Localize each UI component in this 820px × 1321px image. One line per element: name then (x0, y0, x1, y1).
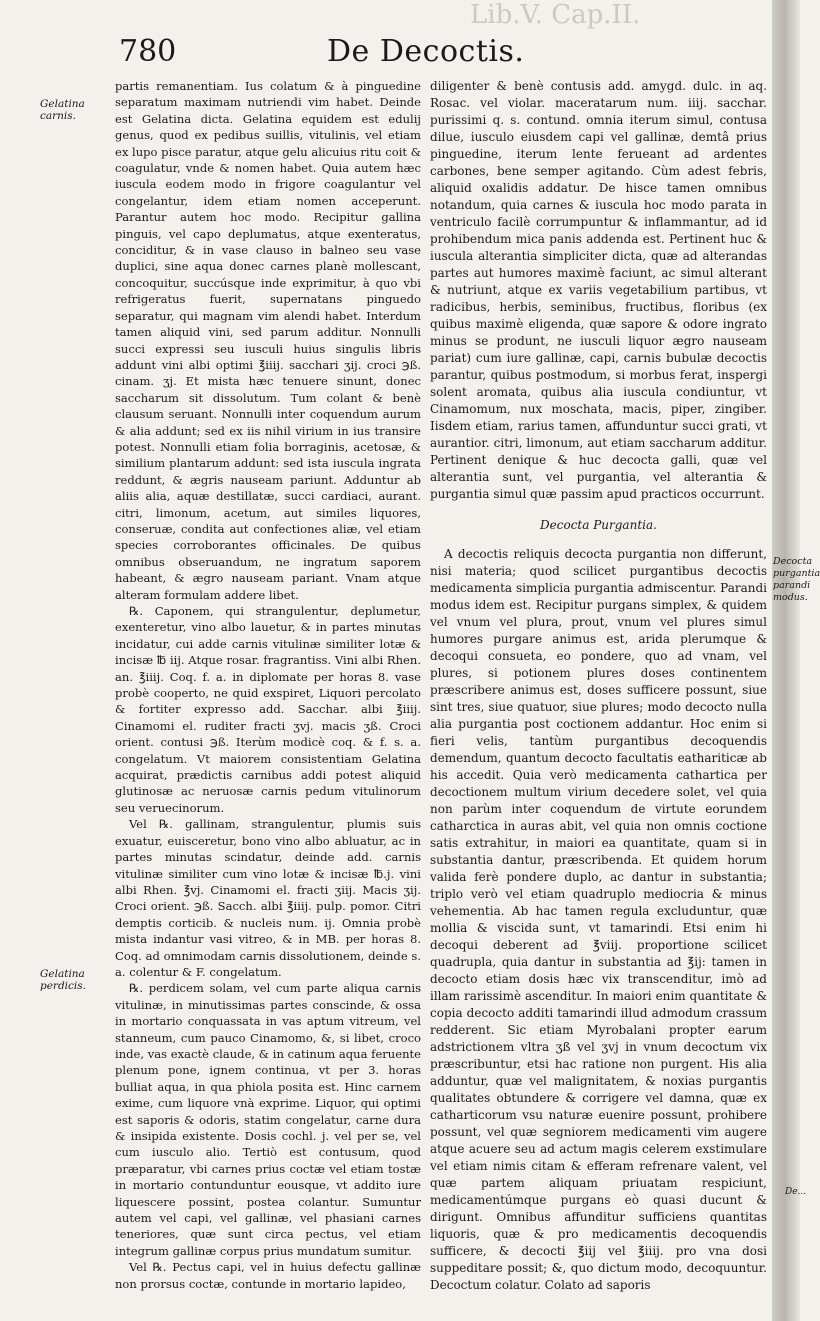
paragraph: A decoctis reliquis decocta purgantia non differunt, nisi materia; quod scilicet purgantibus decoctis medicamenta simplicia purgantia admiscentur. Parandi modus idem est. Recipitur purgans simplex, & quidem vel vnum vel plura, prout, vnum vel plures simul humores purgare animus est, arida plerumque & decoqui consueta, eo pondere, quo ad vnam, vel plures, si potionem plures doses continentem præscribere animus est, doses sufficere possunt, siue sint tres, siue quatuor, siue plures; modo decocto nulla alia purgantia post coctionem addantur. Hoc enim si fieri velis, tantùm purgantibus decoquendis demendum, quantum decocto facultatis eathariticæ ab his accedit. Quia verò medicamenta cathartica per decoctionem multum virium decedere solet, vel quia non parùm inter coquendum de virtute eorundem catharctica in auras abit, vel quia non omnis coctione satis extrahitur, in maiori ea quantitate, quam si in substantia dantur, præscribenda. Et quidem horum valida ferè pondere duplo, ac dantur in substantia; triplo verò vel etiam quadruplo mediocria & minus vehementia. Ab hac tamen regula excluduntur, quæ mollia & viscida sunt, vt tamarindi. Etsi enim hi decoqui deberent ad ℥viij. proportione scilicet quadrupla, quia dantur in substantia ad ℥ij: tamen in decocto etiam dosis hæc vix transcenditur, imò ad illam rarissimè ascenditur. In maiori enim quantitate & copia decocto additi tamarindi illud admodum crassum redderent. Sic etiam Myrobalani propter earum adstrictionem vltra ʒß vel ʒvj in vnum decoctum vix præscribuntur, etsi hac ratione non purgent. His alia adduntur, quæ vel malignitatem, & noxias purgantis qualitates obtundere & corrigere vel damna, quæ ex catharticorum vsu naturæ euenire possunt, prohibere possunt, vel quæ segniorem medicamenti vim augere atque acuere seu ad actum magis celerem exstimulare vel etiam nimis citam & efferam refrenare valent, vel quæ partem aliquam priuatam respiciunt, medicamentúmque purgans eò quasi ducunt & dirigunt. Omnibus affunditur sufficiens quantitas liquoris, quæ & pro medicamentis decoquendis sufficere, & decocti ℥iij vel ℥iiij. pro vna dosi suppeditare possit; &, quo dictum modo, decoquuntur. Decoctum colatur. Colato ad saporis (430, 547, 767, 1292)
left-column (115, 78, 421, 1292)
bleed-through-text: Lib.V. Cap.II. (470, 0, 641, 30)
paragraph: partis remanentiam. Ius colatum & à pinguedine separatum maximam nutriendi vim habet. Deinde est Gelatina dicta. Gelatina equidem est edulij genus, quod ex pedibus suillis, vitulinis, vel etiam ex lupo pisce paratur, atque gelu alicuius ritu coit & coagulatur, vnde & nomen habet. Quia autem hæc iuscula eodem modo in frigore coagulantur vel congelantur, idem etiam nomen acceperunt. Parantur autem hoc modo. Recipitur gallina pinguis, vel capo deplumatus, atque exenteratus, conciditur, & in vase clauso in balneo seu vase duplici, sine aqua donec carnes planè mollescant, concoquitur, succúsque inde exprimitur, à quo vbi refrigeratus fuerit, supernatans pinguedo separatur, qui magnam vim alendi habet. Interdum tamen aliquid vini, sed parum additur. Nonnulli succi expressi seu iusculi huius singulis libris addunt vini albi optimi ℥iiij. sacchari ʒij. croci ℈ß. cinam. ʒj. Et mista hæc tenuere sinunt, donec saccharum sit dissolutum. Tum colant & benè clausum seruant. Nonnulli inter coquendum aurum & alia addunt; sed ex iis nihil virium in ius transire potest. Nonnulli etiam folia borraginis, acetosæ, & similium plantarum addunt: sed ista iuscula ingrata reddunt, & ægris nauseam pariunt. Adduntur ab aliis alia, aquæ destillatæ, succi cardiaci, aurant. citri, limonum, acetum, aut similes liquores, conseruæ, condita aut confectiones aliæ, vel etiam species corroborantes officinales. De quibus omnibus obseruandum, ne ingratum saporem habeant, & ægro nauseam pariant. Vnam atque alteram formulam addere libet. (115, 79, 421, 602)
margin-note-gelatina-perdicis: Gelatina perdicis. (40, 968, 86, 992)
margin-note-gelatina-carnis: Gelatina carnis. (40, 98, 85, 122)
page-number: 780 (119, 34, 177, 69)
paragraph: Vel ℞. gallinam, strangulentur, plumis suis exuatur, euisceretur, bono vino albo abluatur, ac in partes minutas scindatur, deinde add. carnis vitulinæ similiter cum vino lotæ & incisæ ℔.j. vini albi Rhen. ℥vj. Cinamomi el. fracti ʒiij. Macis ʒij. Croci orient. ℈ß. Sacch. albi ℥iiij. pulp. pomor. Citri demptis corticib. & nucleis num. ij. Omnia probè mista indantur vasi vitreo, & in MB. per horas 8. Coq. ad omnimodam carnis dissolutionem, deinde s. a. colentur & F. congelatum. (115, 817, 421, 979)
margin-note-cut-off: De... (785, 1187, 807, 1197)
running-title: De Decoctis. (327, 34, 525, 69)
page-header (115, 34, 775, 78)
paragraph: Vel ℞. Pectus capi, vel in huius defectu gallinæ non prorsus coctæ, contunde in mortario lapideo, (115, 1260, 421, 1291)
paragraph: diligenter & benè contusis add. amygd. dulc. in aq. Rosac. vel violar. maceratarum num. iiij. sacchar. purissimi q. s. contund. omnia iterum simul, contusa dilue, iusculo eiusdem capi vel gallinæ, demtâ prius pinguedine, iterum lente ferueant ad ardentes carbones, bene semper agitando. Cùm adest febris, aliquid oxalidis addatur. De hisce tamen omnibus notandum, quia carnes & iuscula hoc modo parata in ventriculo facilè corrumpuntur & inflammantur, ad id prohibendum mica panis addenda est. Pertinent huc & iuscula alterantia simpliciter dicta, quæ ad alterandas partes aut humores maximè faciunt, ac simul alterant & nutriunt, atque ex variis vegetabilium partibus, vt radicibus, herbis, seminibus, fructibus, floribus (ex quibus maximè eligenda, quæ sapore & odore ingrato minus se produnt, ne iusculi liquor ægro nauseam pariat) cum iure gallinæ, capi, carnis bubulæ decoctis parantur, quibus postmodum, si morbus ferat, inspergi solent aromata, quibus alia iuscula condiuntur, vt Cinamomum, nux moschata, macis, piper, zingiber. Iisdem etiam, rarius tamen, affunduntur succi grati, vt aurantior. citri, limonum, aut etiam saccharum additur. Pertinent denique & huc decocta galli, quæ vel alterantia sunt, vel purgantia, vel alterantia & purgantia simul quæ passim apud practicos occurrunt. (430, 79, 767, 501)
right-column (430, 78, 767, 1294)
paragraph: ℞. perdicem solam, vel cum parte aliqua carnis vitulinæ, in minutissimas partes conscinde, & ossa in mortario conquassata in vas aptum vitreum, vel stanneum, cum pauco Cinamomo, &, si libet, croco inde, vas exactè claude, & in catinum aqua feruente plenum pone, ignem continua, vt per 3. horas bulliat aqua, in qua phiola posita est. Hinc carnem exime, cum liquore vnà exprime. Liquor, qui optimi est saporis & odoris, statim congelatur, carne dura & insipida existente. Dosis cochl. j. vel per se, vel cum iusculo alio. Tertiò est contusum, quod præparatur, vbi carnes prius coctæ vel etiam tostæ in mortario contunduntur eousque, vt addito iure liquescere possint, postea colantur. Sumuntur autem vel capi, vel gallinæ, vel phasiani carnes teneriores, quæ sunt circa pectus, vel etiam integrum gallinæ corpus prius mundatum sumitur. (115, 981, 421, 1258)
margin-note-decocta-purgantia: Decocta purgantia parandi modus. (773, 556, 820, 603)
page-gutter (772, 0, 820, 1321)
paragraph: ℞. Caponem, qui strangulentur, deplumetur, exenteretur, vino albo lauetur, & in partes minutas incidatur, cui adde carnis vitulinæ similiter lotæ & incisæ ℔ iij. Atque rosar. fragrantiss. Vini albi Rhen. an. ℥iiij. Coq. f. a. in diplomate per horas 8. vase probè cooperto, ne quid exspiret, Liquori percolato & fortiter expresso add. Sacchar. albi ℥iiij. Cinamomi el. ruditer fracti ʒvj. macis ʒß. Croci orient. contusi ℈ß. Iterùm modicè coq. & f. s. a. congelatum. Vt maiorem consistentiam Gelatina acquirat, prædictis carnibus addi potest aliquid glutinosæ ac neruosæ carnis pedum vitulinorum seu veruecinorum. (115, 604, 421, 815)
section-heading: Decocta Purgantia. (540, 518, 657, 532)
